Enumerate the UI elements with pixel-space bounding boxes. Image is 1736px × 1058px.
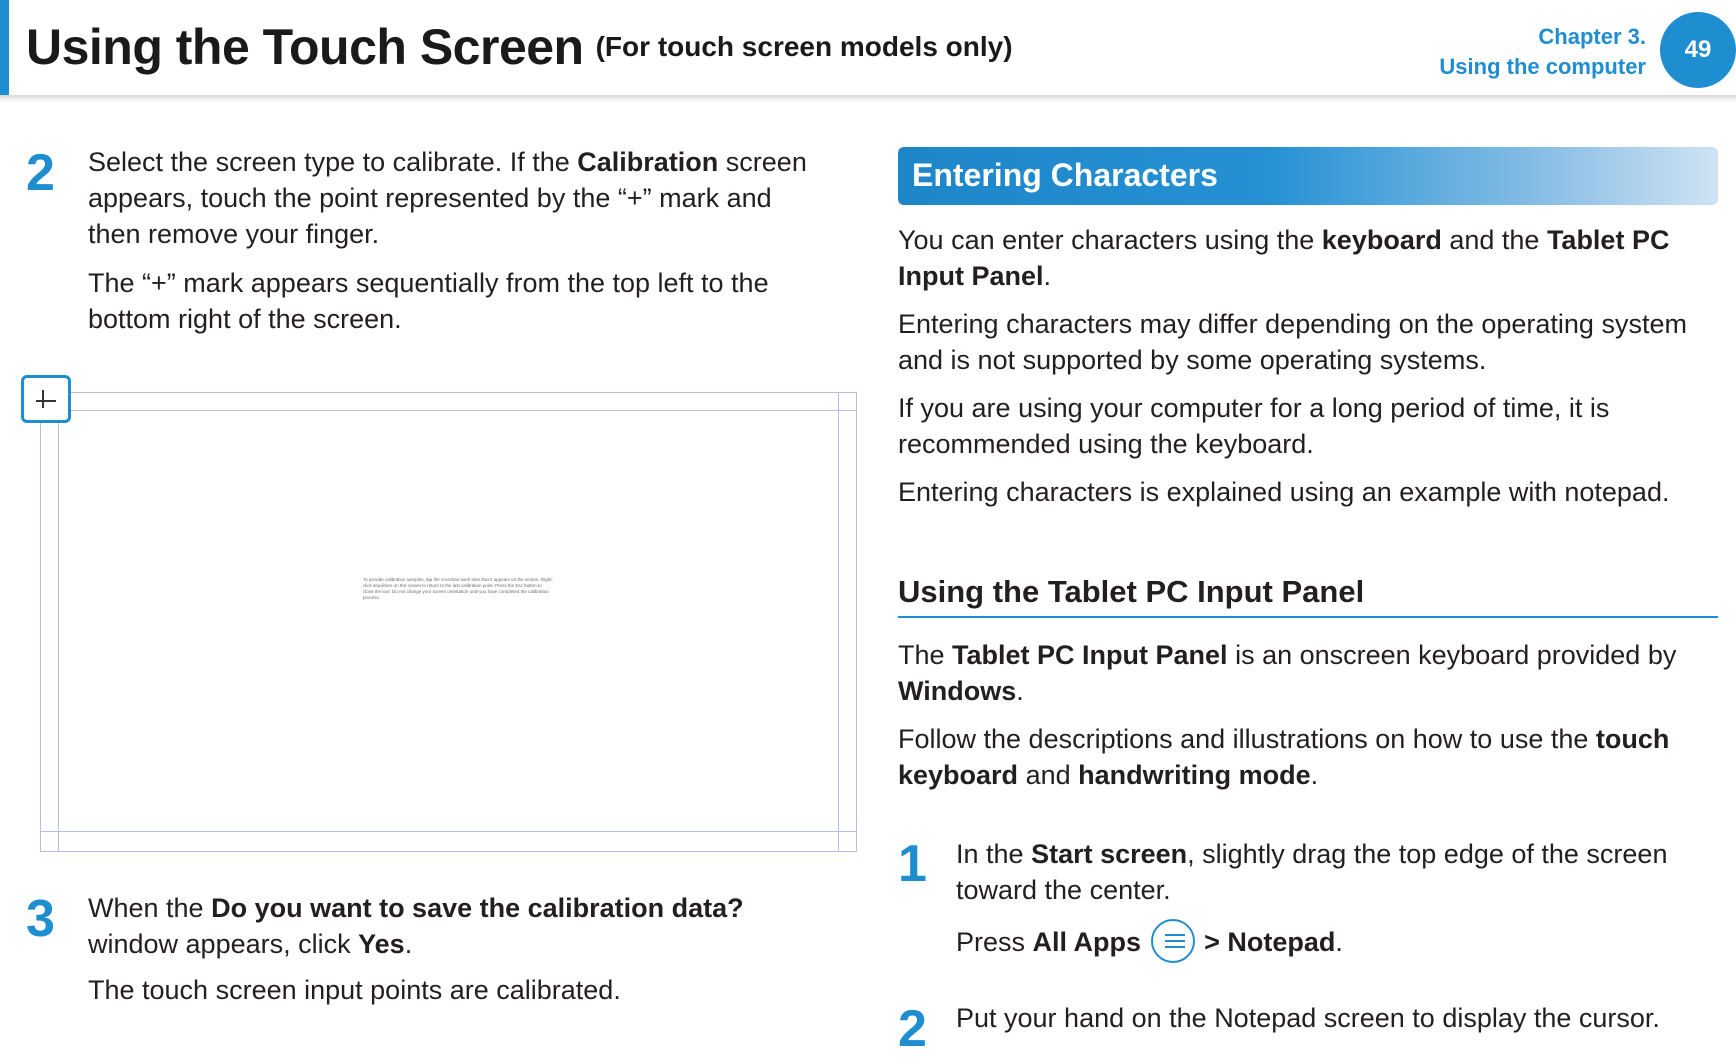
subsection-divider bbox=[898, 616, 1718, 618]
subsection-heading: Using the Tablet PC Input Panel bbox=[898, 574, 1365, 609]
step-number: 2 bbox=[26, 144, 55, 202]
step-2-cursor-text: Put your hand on the Notepad screen to display the cursor. bbox=[956, 1003, 1660, 1033]
step-2-text: Select the screen type to calibrate. If the Calibration screen appears, touch the point represented by the “+” mark and then remove your finger. bbox=[88, 147, 807, 249]
page-title bbox=[26, 18, 1013, 76]
step-number: 2 bbox=[898, 1000, 927, 1058]
input-panel-description: The Tablet PC Input Panel is an onscreen keyboard provided by Windows. bbox=[898, 640, 1677, 706]
follow-descriptions-paragraph: Follow the descriptions and illustrations on how to use the touch keyboard and handwriting mode. bbox=[898, 724, 1670, 790]
section-title: Entering Characters bbox=[912, 157, 1218, 193]
page-number-badge: 49 bbox=[1660, 12, 1736, 88]
page-title-main: Using the Touch Screen bbox=[26, 19, 584, 75]
header-divider bbox=[0, 95, 1736, 103]
calibration-screen-image bbox=[40, 392, 857, 852]
chapter-name: Using the computer bbox=[1439, 54, 1646, 79]
chapter-label bbox=[1439, 22, 1646, 82]
keyboard-recommendation-paragraph: If you are using your computer for a long period of time, it is recommended using the keyboard. bbox=[898, 393, 1610, 459]
step-1-press-instruction: Press All Apps > Notepad. bbox=[956, 922, 1343, 966]
step-number: 3 bbox=[26, 890, 55, 948]
step-3-note: The touch screen input points are calibrated. bbox=[88, 975, 621, 1005]
notepad-example-paragraph: Entering characters is explained using an example with notepad. bbox=[898, 477, 1670, 507]
calibration-instructions: To provide calibration samples, tap the crosshair each time that it appears on the screen. Right-click anywhere on the screen to return to the last calibration point. Press the Esc button to close the tool. Do not change your screen orientation until you have completed the calibration process. bbox=[363, 577, 553, 600]
step-2-note: The “+” mark appears sequentially from the top left to the bottom right of the screen. bbox=[88, 268, 769, 334]
step-3-text: When the Do you want to save the calibration data? window appears, click Yes. bbox=[88, 893, 744, 959]
page-title-subtitle: (For touch screen models only) bbox=[595, 31, 1013, 62]
os-note-paragraph: Entering characters may differ depending on the operating system and is not supported by some operating systems. bbox=[898, 309, 1687, 375]
chapter-number: Chapter 3. bbox=[1538, 24, 1646, 49]
crosshair-icon bbox=[21, 375, 71, 423]
step-number: 1 bbox=[898, 835, 927, 893]
step-1-text: In the Start screen, slightly drag the top edge of the screen toward the center. bbox=[956, 839, 1668, 905]
section-banner bbox=[898, 147, 1718, 205]
header-accent-bar bbox=[0, 0, 9, 96]
intro-paragraph: You can enter characters using the keyboard and the Tablet PC Input Panel. bbox=[898, 225, 1670, 291]
all-apps-icon bbox=[1151, 919, 1195, 963]
